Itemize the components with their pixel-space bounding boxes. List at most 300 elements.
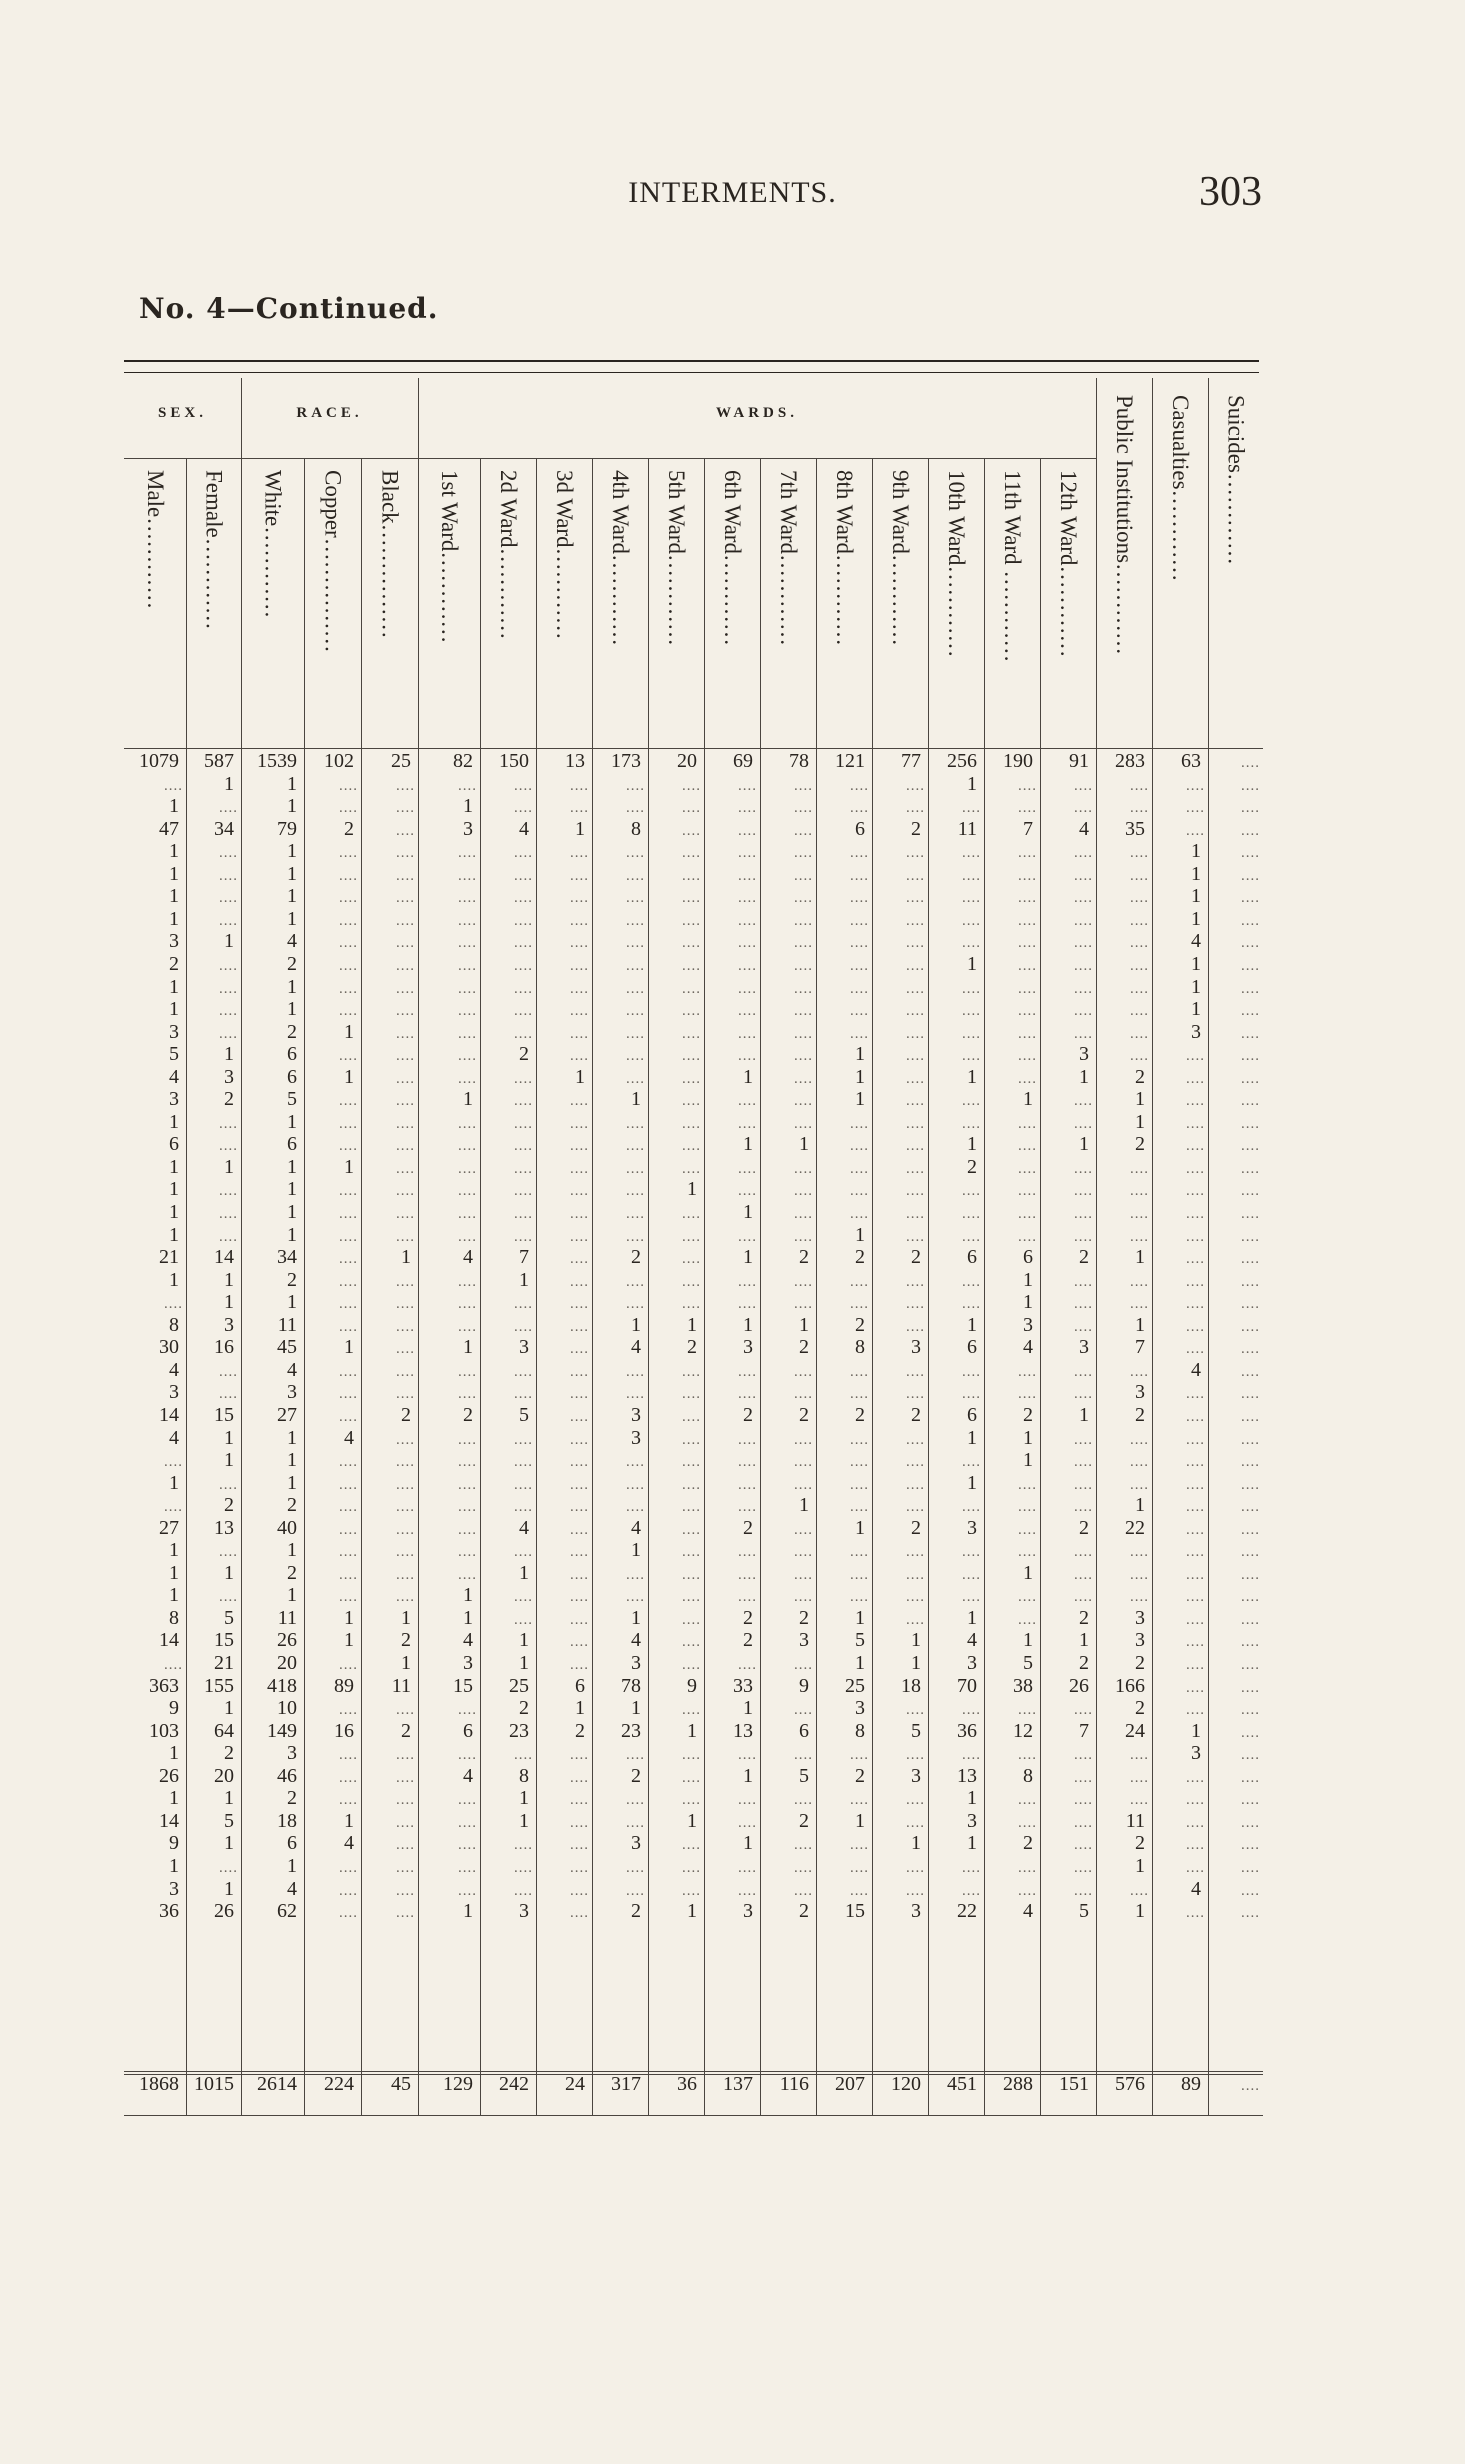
leader-dots: .... [396,1296,415,1313]
cell-value: 1 [169,1742,179,1765]
leader-dots: .... [1241,1251,1260,1268]
table-cell [537,795,589,818]
cell-value: 2 [687,1336,697,1359]
cell-value: 1 [855,1652,865,1674]
table-cell [1041,1133,1093,1156]
leader-dots: .... [396,980,415,997]
leader-dots: .... [962,1003,981,1020]
table-cell [761,1224,813,1247]
table-cell [1041,1043,1093,1066]
cell-value: 14 [159,1809,179,1832]
table-cell [305,1517,358,1540]
cell-value: 418 [267,1674,297,1697]
leader-dots: .... [1074,935,1093,952]
leader-dots: .... [570,1341,589,1358]
leader-dots: .... [682,1454,701,1471]
cell-value: 1 [287,1584,297,1607]
cell-value: 1 [169,1854,179,1877]
leader-dots: .... [794,1431,813,1448]
total-cell [362,2073,415,2096]
cell-value: 4 [631,1629,641,1652]
table-cell [873,1404,925,1427]
table-cell [362,773,415,796]
cell-value: 3 [519,1336,529,1359]
leader-dots: .... [396,1521,415,1538]
table-cell [125,818,183,841]
total-cell [1153,2073,1205,2096]
table-cell [705,1449,757,1472]
table-cell [1153,1697,1205,1720]
table-cell [985,1291,1037,1314]
table-cell [537,885,589,908]
table-cell [705,1584,757,1607]
leader-dots: .... [396,1003,415,1020]
table-cell [1209,863,1260,886]
leader-dots: .... [962,912,981,929]
cell-value: 3 [631,1426,641,1449]
cell-value: 3 [463,1652,473,1674]
table-cell [537,1178,589,1201]
leader-dots: .... [1241,1003,1260,1020]
cell-value: 288 [1003,2073,1033,2095]
total-cell [593,2073,645,2096]
table-cell [985,1855,1037,1878]
cell-value: 3 [169,1088,179,1111]
table-cell [873,863,925,886]
leader-dots: .... [570,1905,589,1922]
table-cell [125,1517,183,1540]
cell-value: 1 [224,772,234,795]
leader-dots: .... [1130,1363,1149,1380]
cell-value: 1 [799,1313,809,1336]
leader-dots: .... [906,1160,925,1177]
table-cell [985,1720,1037,1743]
table-cell [187,795,238,818]
cell-value: 1 [287,1471,297,1494]
table-cell [985,885,1037,908]
leader-dots: .... [1018,912,1037,929]
table-cell [593,1810,645,1833]
table-cell [362,1314,415,1337]
leader-dots: .... [1241,1228,1260,1245]
cell-value: 1 [401,1246,411,1269]
leader-dots: .... [906,1206,925,1222]
header-bottom-rule [124,748,1263,749]
leader-dots: .... [626,1814,645,1831]
leader-dots: .... [1186,1341,1205,1358]
table-cell [705,1517,757,1540]
cell-value: 6 [169,1133,179,1156]
table-cell [593,1878,645,1901]
leader-dots: .... [682,1837,701,1854]
table-cell [929,1359,981,1382]
leader-dots: .... [458,1792,477,1809]
table-cell [1209,1517,1260,1540]
column-header: 10th Ward………… [944,470,969,658]
table-cell [1153,1472,1205,1495]
table-cell [649,818,701,841]
column-header: 4th Ward………… [608,470,633,646]
leader-dots: .... [1074,1702,1093,1719]
cell-value: 5 [287,1088,297,1111]
leader-dots: .... [682,1476,701,1493]
table-cell [649,1088,701,1111]
table-cell [305,1201,358,1224]
table-cell [1097,1449,1149,1472]
leader-dots: .... [458,1882,477,1899]
leader-dots: .... [339,1859,358,1876]
leader-dots: .... [339,935,358,952]
table-cell [705,998,757,1021]
leader-dots: .... [850,800,869,817]
leader-dots: .... [570,1273,589,1290]
table-cell [1097,1043,1149,1066]
leader-dots: .... [514,912,533,929]
leader-dots: .... [962,1183,981,1200]
table-cell [1041,885,1093,908]
leader-dots: .... [738,1814,757,1831]
leader-dots: .... [962,867,981,884]
cell-value: 1 [169,1223,179,1246]
table-cell [481,1675,533,1698]
leader-dots: .... [570,867,589,884]
leader-dots: .... [906,1025,925,1042]
table-cell [593,1224,645,1247]
cell-value: 11 [957,817,977,840]
table-cell [929,1832,981,1855]
leader-dots: .... [738,890,757,907]
table-cell [1041,1021,1093,1044]
table-cell [817,1359,869,1382]
table-cell [305,1832,358,1855]
cell-value: 1 [344,1606,354,1629]
cell-value: 1 [287,1110,297,1133]
cell-value: 3 [287,1742,297,1765]
table-cell [929,1133,981,1156]
cell-value: 4 [1023,1900,1033,1923]
table-cell [187,1810,238,1833]
table-cell [593,1066,645,1089]
cell-value: 1 [1023,1561,1033,1584]
leader-dots: .... [396,1386,415,1403]
cell-value: 363 [149,1674,179,1697]
leader-dots: .... [1241,1048,1260,1065]
leader-dots: .... [1074,1228,1093,1245]
cell-value: 2 [1135,1403,1145,1426]
cell-value: 4 [1023,1336,1033,1359]
cell-value: 8 [855,1719,865,1742]
cell-value: 1 [743,1697,753,1720]
leader-dots: .... [1186,1228,1205,1245]
cell-value: 30 [159,1336,179,1359]
leader-dots: .... [682,1273,701,1290]
cell-value: 1 [224,1561,234,1584]
cell-value: 1 [1191,975,1201,998]
table-cell [125,1900,183,1923]
leader-dots: .... [1130,1273,1149,1290]
table-cell [1153,998,1205,1021]
table-cell [1041,1336,1093,1359]
table-cell [705,750,757,773]
leader-dots: .... [219,957,238,974]
table-cell [817,1517,869,1540]
cell-value: 1 [224,1787,234,1810]
table-cell [929,1629,981,1652]
table-cell [705,1359,757,1382]
table-cell [1097,1314,1149,1337]
table-cell [1153,1359,1205,1382]
leader-dots: .... [339,1544,358,1561]
cell-value: 3 [631,1832,641,1855]
cell-value: 79 [277,817,297,840]
cell-value: 1 [967,1313,977,1336]
table-cell [362,908,415,931]
cell-value: 1 [224,930,234,953]
table-cell [873,1381,925,1404]
table-cell [481,953,533,976]
leader-dots: .... [1241,1318,1260,1335]
table-cell [187,1900,238,1923]
table-cell [929,1043,981,1066]
leader-dots: .... [339,1296,358,1313]
cell-value: 8 [631,817,641,840]
leader-dots: .... [1074,1454,1093,1471]
leader-dots: .... [794,1657,813,1673]
table-cell [817,1381,869,1404]
leader-dots: .... [339,845,358,862]
cell-value: 1 [1023,1268,1033,1291]
table-cell [481,1291,533,1314]
cell-value: 11 [277,1313,297,1336]
cell-value: 89 [1181,2073,1201,2095]
leader-dots: .... [962,1273,981,1290]
cell-value: 2 [743,1403,753,1426]
table-cell [537,1494,589,1517]
table-cell [481,1765,533,1788]
cell-value: 4 [1079,817,1089,840]
cell-value: 1 [743,1133,753,1156]
table-cell [649,885,701,908]
table-cell [305,1607,358,1630]
leader-dots: .... [514,1070,533,1087]
table-cell [419,1472,477,1495]
table-cell [817,1314,869,1337]
table-cell [1153,1742,1205,1765]
cell-value: 1 [855,1088,865,1111]
table-cell [481,1336,533,1359]
table-cell [929,1021,981,1044]
table-cell [1097,1562,1149,1585]
table-cell [125,1381,183,1404]
leader-dots: .... [682,1363,701,1380]
table-cell [187,1133,238,1156]
table-cell [362,1427,415,1450]
table-cell [985,1675,1037,1698]
table-cell [419,885,477,908]
leader-dots: .... [396,1905,415,1922]
table-cell [1209,1224,1260,1247]
table-cell [1153,1291,1205,1314]
cell-value: 6 [287,1043,297,1066]
leader-dots: .... [514,1228,533,1245]
leader-dots: .... [339,1115,358,1132]
table-cell [705,1652,757,1675]
leader-dots: .... [219,1003,238,1020]
leader-dots: .... [738,1882,757,1899]
leader-dots: .... [1241,1657,1260,1673]
leader-dots: .... [1241,1206,1260,1222]
cell-value: 26 [1069,1674,1089,1697]
cell-value: 1868 [139,2073,179,2095]
table-cell [1041,1539,1093,1562]
leader-dots: .... [850,1296,869,1313]
table-cell [817,1832,869,1855]
leader-dots: .... [570,1634,589,1651]
table-cell [1153,1043,1205,1066]
leader-dots: .... [1074,1318,1093,1335]
table-cell [187,1291,238,1314]
leader-dots: .... [738,800,757,817]
leader-dots: .... [514,1747,533,1764]
cell-value: 1 [911,1652,921,1674]
table-cell [125,1787,183,1810]
cell-value: 1 [1135,1110,1145,1133]
cell-value: 2 [287,1020,297,1043]
leader-dots: .... [1241,890,1260,907]
leader-dots: .... [1074,1206,1093,1222]
table-cell [985,1381,1037,1404]
table-cell [1041,1742,1093,1765]
table-cell [1209,1133,1260,1156]
table-cell [929,1088,981,1111]
table-cell [1153,1607,1205,1630]
table-cell [305,930,358,953]
cell-value: 2 [519,1697,529,1720]
table-cell [537,1043,589,1066]
table-cell [1097,1336,1149,1359]
leader-dots: .... [1074,1363,1093,1380]
cell-value: 2 [855,1403,865,1426]
table-cell [1041,1178,1093,1201]
table-cell [481,1314,533,1337]
table-cell [537,930,589,953]
leader-dots: .... [1018,1792,1037,1809]
leader-dots: .... [339,1566,358,1583]
table-cell [305,1269,358,1292]
table-cell [873,1787,925,1810]
table-cell [761,1269,813,1292]
table-cell [1209,1742,1260,1765]
table-cell [125,1427,183,1450]
leader-dots: .... [682,1070,701,1087]
leader-dots: .... [850,1206,869,1222]
leader-dots: .... [570,1566,589,1583]
table-cell [705,1607,757,1630]
table-cell [362,1133,415,1156]
leader-dots: .... [962,1499,981,1516]
leader-dots: .... [458,1747,477,1764]
cell-value: 13 [214,1516,234,1539]
cell-value: 6 [799,1719,809,1742]
leader-dots: .... [626,1206,645,1222]
leader-dots: .... [1074,1431,1093,1448]
cell-value: 166 [1115,1674,1145,1697]
table-cell [419,1607,477,1630]
leader-dots: .... [458,867,477,884]
table-cell [761,1539,813,1562]
leader-dots: .... [396,935,415,952]
leader-dots: .... [570,1025,589,1042]
leader-dots: .... [1241,935,1260,952]
table-cell [1153,1404,1205,1427]
table-cell [593,1314,645,1337]
table-cell [817,1900,869,1923]
leader-dots: .... [738,1115,757,1132]
cell-value: 1 [1191,1719,1201,1742]
leader-dots: .... [1018,800,1037,817]
table-cell [1097,1539,1149,1562]
table-cell [705,908,757,931]
table-cell [305,1539,358,1562]
table-cell [985,1043,1037,1066]
leader-dots: .... [850,935,869,952]
cell-value: 8 [169,1606,179,1629]
cell-value: 11 [1125,1809,1145,1832]
table-cell [305,773,358,796]
cell-value: 1 [1023,1449,1033,1472]
cell-value: 3 [169,1020,179,1043]
leader-dots: .... [1130,1769,1149,1786]
table-cell [817,1720,869,1743]
table-cell [125,1291,183,1314]
column-header: 8th Ward………… [832,470,857,646]
table-cell [1209,1427,1260,1450]
leader-dots: .... [1018,1160,1037,1177]
table-cell [1041,1697,1093,1720]
table-cell [817,1066,869,1089]
table-cell [873,1201,925,1224]
leader-dots: .... [514,957,533,974]
table-cell [362,976,415,999]
leader-dots: .... [1018,1702,1037,1719]
page-number: 303 [1199,169,1262,215]
leader-dots: .... [1186,777,1205,794]
cell-value: 1 [169,1110,179,1133]
cell-value: 1 [287,975,297,998]
leader-dots: .... [570,1048,589,1065]
leader-dots: .... [962,890,981,907]
table-cell [1153,1562,1205,1585]
leader-dots: .... [962,1859,981,1876]
table-cell [761,818,813,841]
total-cell [419,2073,477,2096]
leader-dots: .... [906,1048,925,1065]
cell-value: 15 [845,1900,865,1923]
total-cell [537,2073,589,2096]
leader-dots: .... [458,1228,477,1245]
table-cell [419,1404,477,1427]
table-cell [1153,1787,1205,1810]
leader-dots: .... [339,1363,358,1380]
leader-dots: .... [626,1566,645,1583]
table-cell [305,818,358,841]
table-cell [125,1314,183,1337]
table-cell [187,1720,238,1743]
table-cell [187,1449,238,1472]
cell-value: 22 [957,1900,977,1923]
leader-dots: .... [626,1589,645,1606]
leader-dots: .... [962,1115,981,1132]
